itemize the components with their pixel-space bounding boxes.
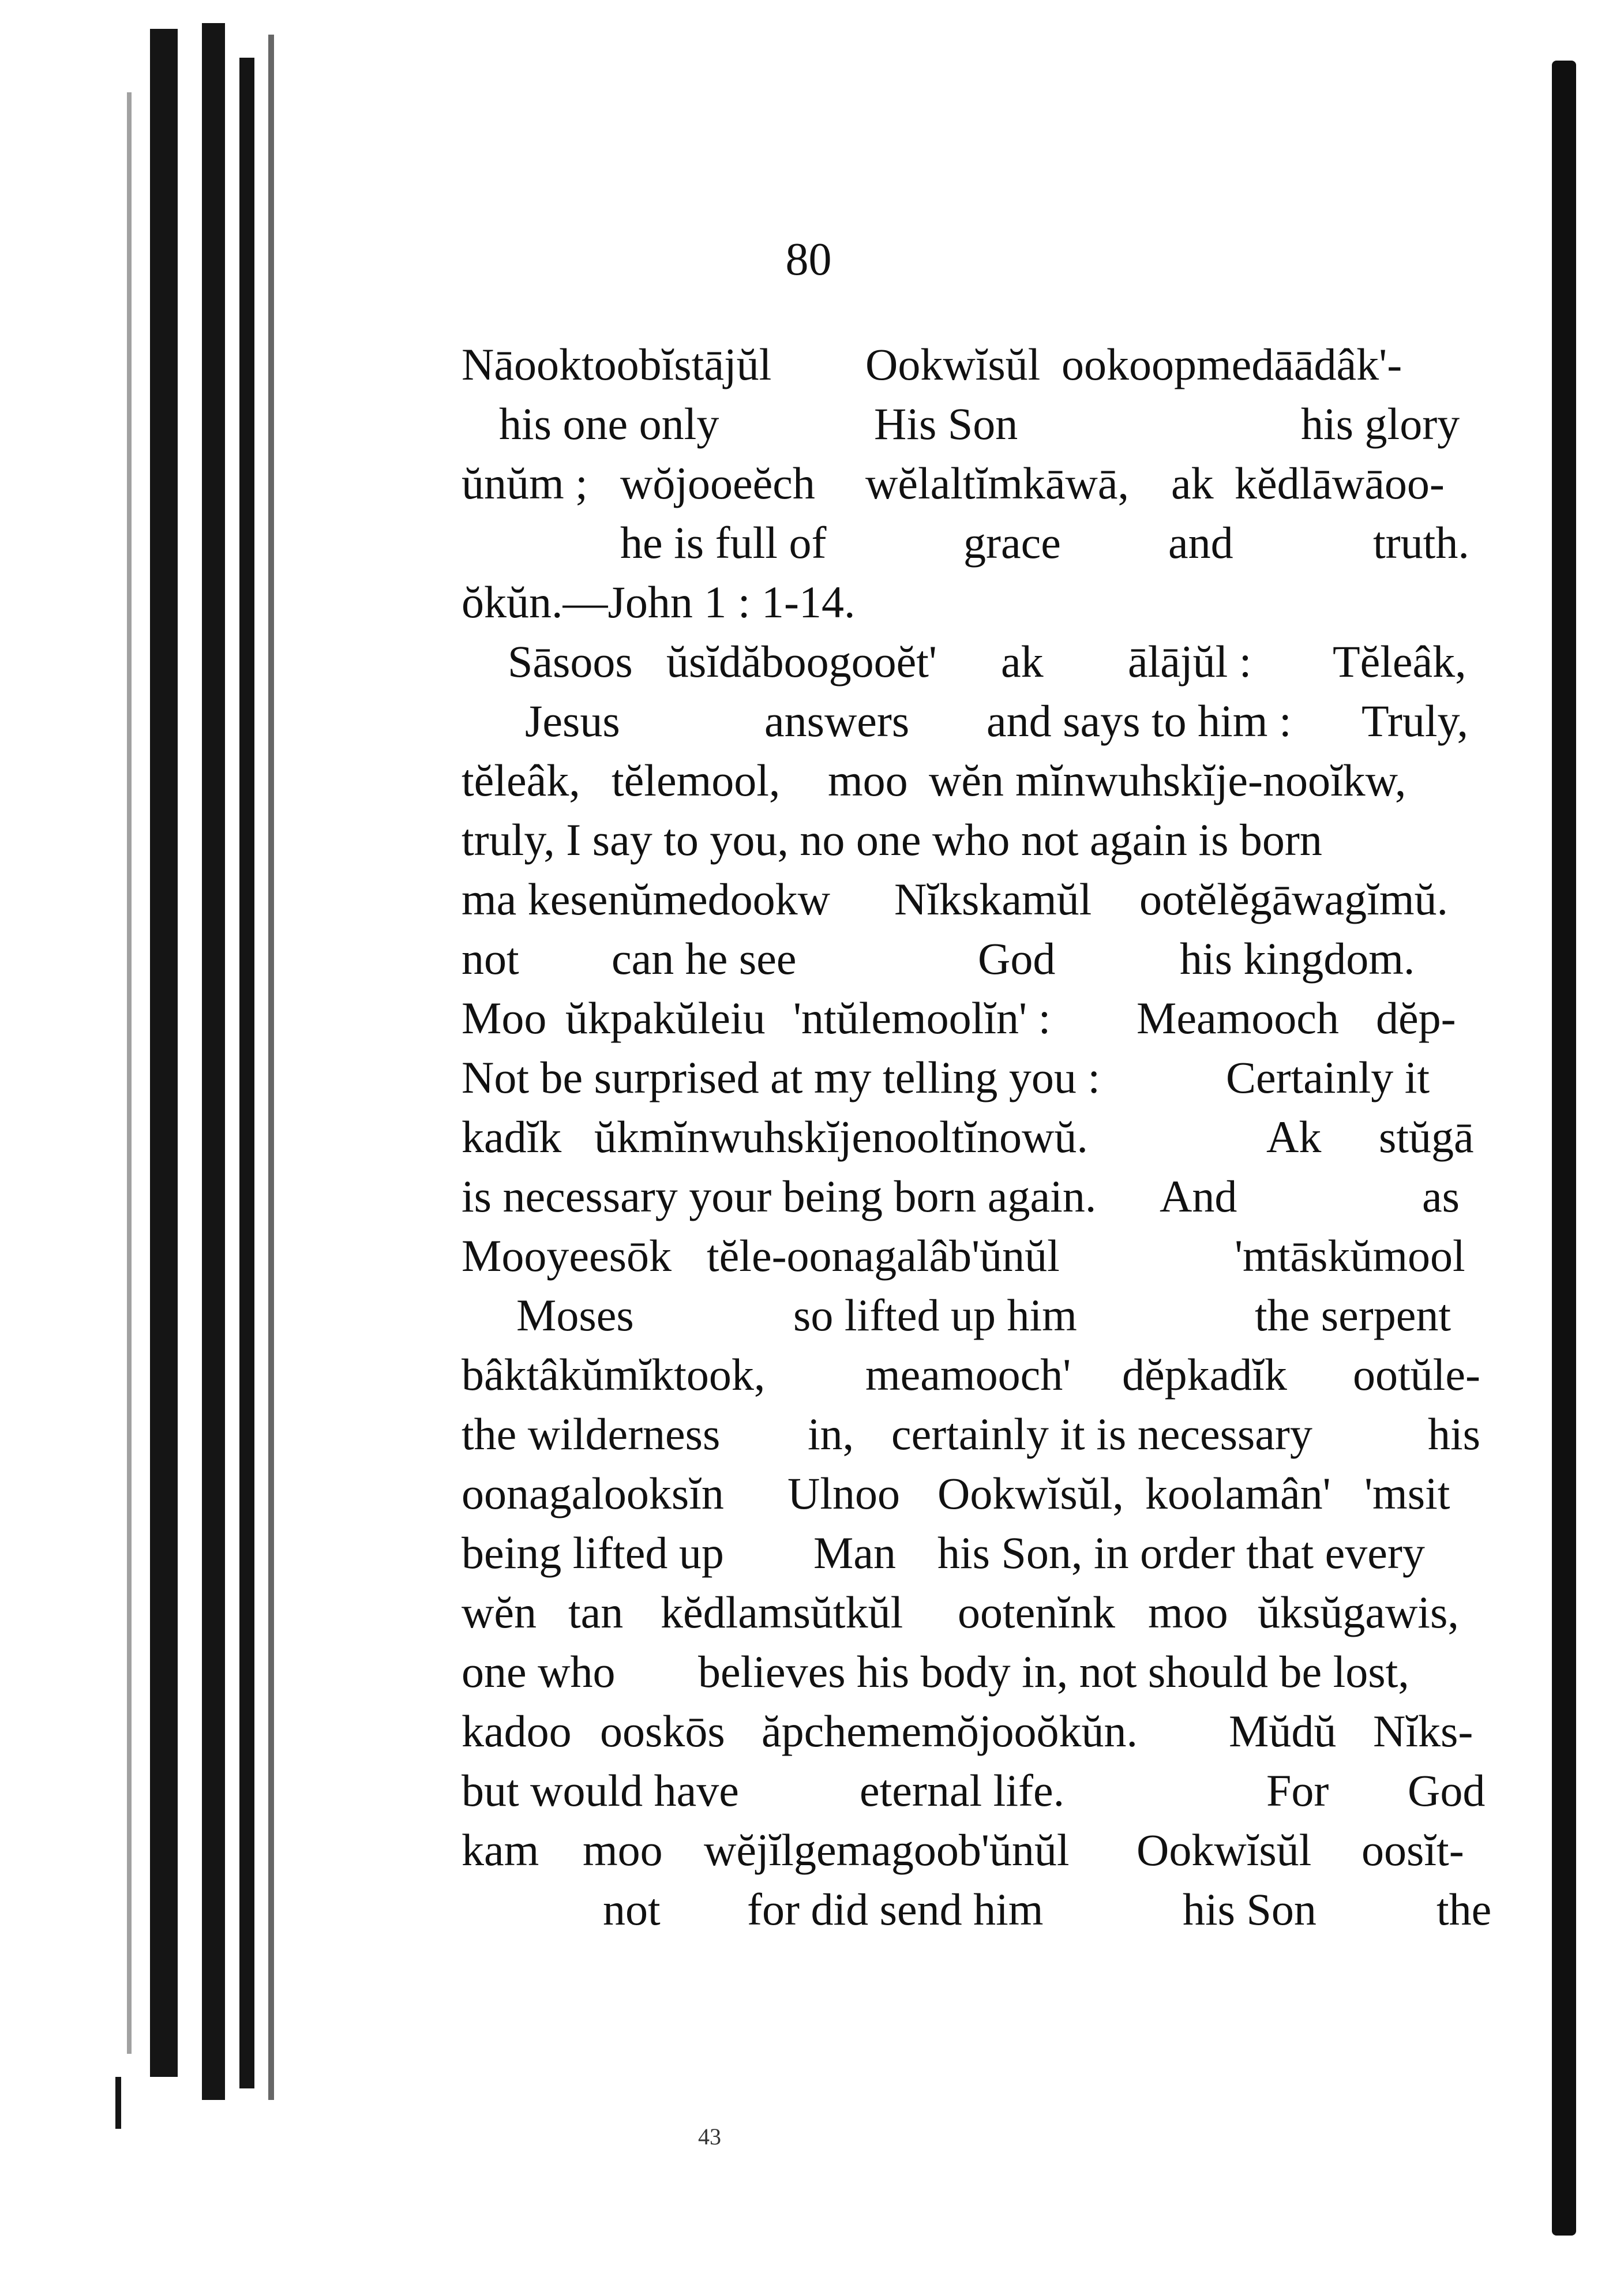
text-segment: kĕdlamsŭtkŭl — [661, 1587, 903, 1637]
text-segment: being lifted up — [462, 1528, 724, 1578]
text-segment: answers — [764, 696, 910, 746]
text-segment: ăpchememŏjooŏkŭn. — [762, 1706, 1138, 1756]
text-segment: Nĭks- — [1373, 1706, 1473, 1756]
text-segment: Man — [813, 1528, 896, 1578]
text-segment: Moo — [462, 993, 547, 1043]
text-segment: kĕdlāwāoo- — [1235, 458, 1445, 508]
text-segment: as — [1422, 1171, 1460, 1221]
text-segment: ootĕlĕgāwagĭmŭ. — [1139, 874, 1448, 924]
binding-shadow — [268, 35, 274, 2100]
text-segment: wĕn — [929, 755, 1004, 805]
text-segment: dĕp- — [1376, 993, 1456, 1043]
text-segment: ŭsĭdăboogooĕt' — [666, 636, 937, 687]
text-line — [462, 1048, 1500, 1107]
text-line — [462, 1404, 1500, 1464]
text-segment: his kingdom. — [1180, 933, 1415, 984]
text-segment: ak — [1001, 636, 1044, 687]
text-segment: koolamân' — [1145, 1468, 1331, 1518]
text-segment: certainly it is necessary — [891, 1409, 1312, 1459]
binding-shadow — [115, 2077, 121, 2129]
text-line — [462, 572, 1500, 632]
text-segment: meamooch' — [865, 1349, 1071, 1400]
text-segment: not — [462, 933, 519, 984]
binding-shadow — [239, 58, 254, 2088]
text-segment: tan — [568, 1587, 624, 1637]
text-segment: ŭkpakŭleiu — [565, 993, 766, 1043]
text-segment: Sāsoos — [508, 636, 633, 687]
text-segment: but would have — [462, 1765, 739, 1816]
text-line — [462, 513, 1500, 572]
text-segment: for did send him — [747, 1884, 1044, 1934]
text-segment: believes his body in, not should be lost, — [698, 1647, 1409, 1697]
text-segment: kam — [462, 1825, 539, 1875]
text-segment: truly, I say to you, no one who not again is born — [462, 815, 1322, 865]
text-segment: ma kesenŭmedookw — [462, 874, 831, 924]
text-segment: Ulnoo — [787, 1468, 900, 1518]
text-segment: Meamooch — [1137, 993, 1339, 1043]
text-segment: Truly, — [1362, 696, 1468, 746]
text-line — [462, 691, 1500, 751]
text-line — [462, 1701, 1500, 1761]
text-line — [462, 1820, 1500, 1880]
text-line — [462, 632, 1500, 691]
text-segment: tĕle-oonagalâb'ŭnŭl — [707, 1231, 1060, 1281]
page-footer-mark: 43 — [698, 2124, 721, 2150]
text-segment: grace — [963, 517, 1061, 568]
text-segment: and — [1168, 517, 1233, 568]
text-segment: kadĭk — [462, 1112, 562, 1162]
text-line — [462, 335, 1500, 394]
text-segment: truth. — [1373, 517, 1469, 568]
text-segment: his Son — [1183, 1884, 1317, 1934]
text-line — [462, 1880, 1500, 1939]
text-segment: ŏkŭn.—John 1 : 1-14. — [462, 577, 856, 627]
page-number — [0, 231, 1624, 288]
text-segment: Certainly it — [1226, 1052, 1430, 1102]
text-line — [462, 1107, 1500, 1167]
text-line — [462, 1226, 1500, 1285]
text-line — [462, 1761, 1500, 1820]
text-segment: his — [1428, 1409, 1481, 1459]
text-line — [462, 1582, 1500, 1642]
text-line — [462, 929, 1500, 988]
text-line — [462, 988, 1500, 1048]
text-segment: Nĭkskamŭl — [894, 874, 1092, 924]
text-segment: oosĭt- — [1362, 1825, 1464, 1875]
text-segment: Ookwĭsŭl — [865, 339, 1041, 389]
text-line — [462, 453, 1500, 513]
text-segment: he is full of — [620, 517, 827, 568]
text-segment: bâktâkŭmĭktook, — [462, 1349, 766, 1400]
text-segment: Mooyeesōk — [462, 1231, 672, 1281]
text-segment: wĕn — [462, 1587, 537, 1637]
page-number-text: 80 — [785, 234, 832, 285]
binding-shadow — [150, 29, 178, 2077]
text-segment: God — [1408, 1765, 1486, 1816]
text-segment: ālājŭl : — [1128, 636, 1252, 687]
text-line — [462, 1464, 1500, 1523]
text-segment: Not be surprised at my telling you : — [462, 1052, 1101, 1102]
binding-shadow — [202, 23, 225, 2100]
text-segment: ŭksŭgawis, — [1258, 1587, 1459, 1637]
text-line — [462, 1285, 1500, 1345]
text-segment: Mŭdŭ — [1229, 1706, 1337, 1756]
text-segment: For — [1266, 1765, 1329, 1816]
page-right-edge — [1552, 61, 1576, 2236]
text-segment: mĭnwuhskĭje-nooĭkw, — [1015, 755, 1407, 805]
text-segment: Moses — [516, 1290, 634, 1340]
book-binding-edge — [115, 23, 300, 2112]
text-segment: ŭnŭm ; — [462, 458, 588, 508]
text-segment: the serpent — [1255, 1290, 1452, 1340]
text-line — [462, 1523, 1500, 1582]
text-line — [462, 869, 1500, 929]
text-segment: dĕpkadĭk — [1122, 1349, 1287, 1400]
text-segment: not — [603, 1884, 661, 1934]
text-segment: 'mtāskŭmool — [1235, 1231, 1465, 1281]
text-line — [462, 751, 1500, 810]
text-segment: wĕlaltĭmkāwā, — [865, 458, 1129, 508]
text-segment: kadoo — [462, 1706, 572, 1756]
text-line — [462, 394, 1500, 453]
interlinear-text-block — [462, 335, 1500, 1939]
text-segment: God — [978, 933, 1056, 984]
text-line — [462, 1642, 1500, 1701]
text-segment: Ookwĭsŭl, — [937, 1468, 1124, 1518]
text-segment: tĕleâk, — [462, 755, 580, 805]
text-segment: eternal life. — [860, 1765, 1065, 1816]
text-segment: moo — [1148, 1587, 1228, 1637]
text-segment: Ak — [1266, 1112, 1322, 1162]
text-segment: his Son, in order that every — [937, 1528, 1425, 1578]
text-segment: ootŭle- — [1353, 1349, 1480, 1400]
text-segment: His Son — [874, 399, 1018, 449]
text-segment: and says to him : — [987, 696, 1292, 746]
text-segment: And — [1160, 1171, 1237, 1221]
text-segment: the wilderness — [462, 1409, 721, 1459]
text-segment: so lifted up him — [793, 1290, 1077, 1340]
text-segment: tĕlemool, — [612, 755, 781, 805]
text-segment: Ookwĭsŭl — [1137, 1825, 1312, 1875]
text-segment: wĕjĭlgemagoob'ŭnŭl — [704, 1825, 1070, 1875]
text-segment: his glory — [1301, 399, 1460, 449]
text-segment: moo — [583, 1825, 663, 1875]
text-segment: in, — [808, 1409, 854, 1459]
text-segment: can he see — [612, 933, 797, 984]
text-segment: ak — [1171, 458, 1214, 508]
text-segment: stŭgā — [1379, 1112, 1474, 1162]
text-segment: oonagalooksĭn — [462, 1468, 724, 1518]
text-segment: the — [1437, 1884, 1492, 1934]
text-segment: Nāooktoobĭstājŭl — [462, 339, 772, 389]
text-segment: 'ntŭlemoolĭn' : — [793, 993, 1051, 1043]
text-segment: his one only — [499, 399, 719, 449]
binding-shadow — [127, 92, 132, 2054]
text-line — [462, 1167, 1500, 1226]
text-line — [462, 1345, 1500, 1404]
text-segment: is necessary your being born again. — [462, 1171, 1097, 1221]
text-segment: one who — [462, 1647, 616, 1697]
text-segment: Jesus — [525, 696, 620, 746]
text-line — [462, 810, 1500, 869]
text-segment: ootenĭnk — [958, 1587, 1115, 1637]
text-segment: Tĕleâk, — [1333, 636, 1467, 687]
text-segment: 'msit — [1364, 1468, 1450, 1518]
text-segment: ooskōs — [600, 1706, 725, 1756]
text-segment: ookoopmedāādâk'- — [1062, 339, 1402, 389]
text-segment: wŏjooeĕch — [620, 458, 815, 508]
text-segment: ŭkmĭnwuhskĭjenooltĭnowŭ. — [594, 1112, 1088, 1162]
text-segment: moo — [828, 755, 908, 805]
